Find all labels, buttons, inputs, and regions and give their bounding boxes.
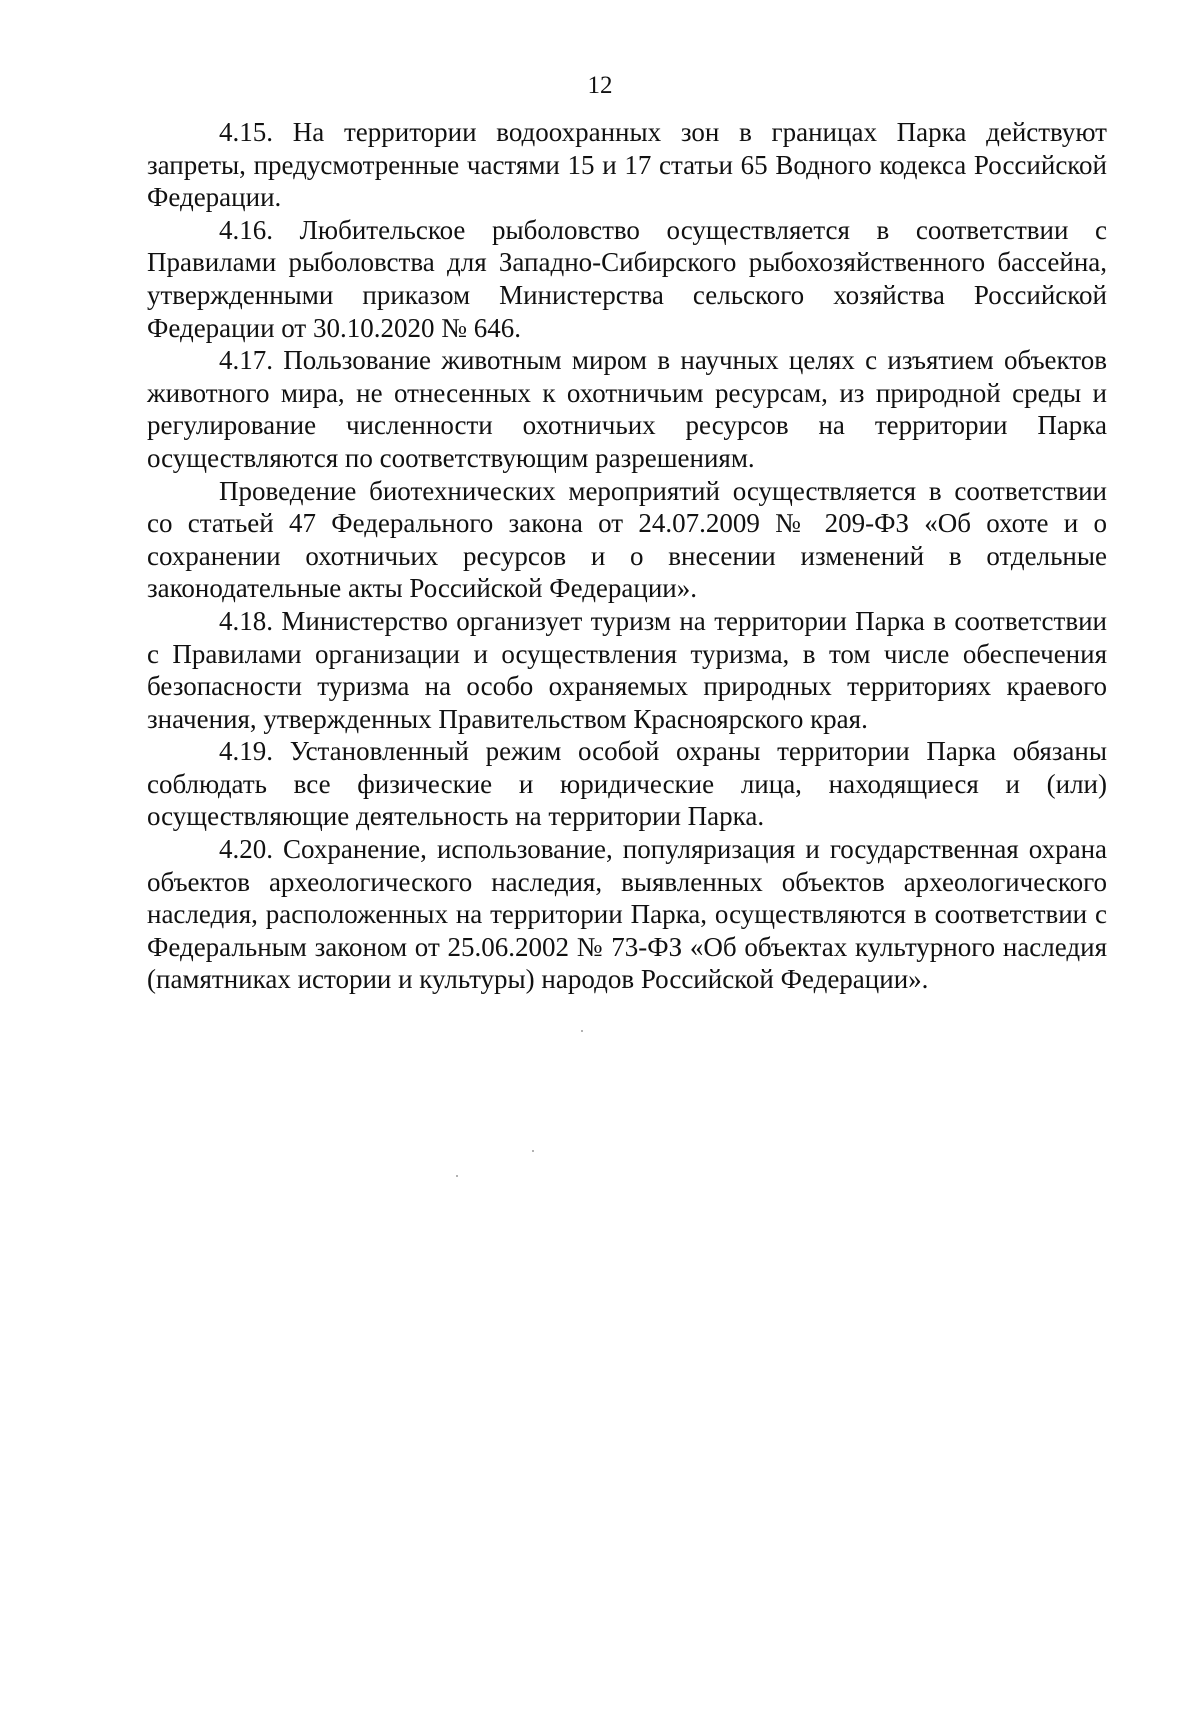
scan-speck: [456, 1175, 458, 1177]
paragraph-4-15: 4.15. На территории водоохранных зон в границах Парка действуют запреты, предусмотренные частями 15 и 17 статьи 65 Водного кодекса Российской Федерации.: [147, 117, 1107, 213]
paragraph-4-16: 4.16. Любительское рыболовство осуществляется в соответствии с Правилами рыболовства для Западно-Сибирского рыбохозяйственного бассейна, утвержденными приказом Министерства сельского хозяйства Российской Федерации от 30.10.2020 № 646.: [147, 214, 1107, 343]
scan-speck: [581, 1030, 583, 1032]
paragraph-biotechnical-measures: Проведение биотехнических мероприятий осуществляется в соответствии со статьей 47 Федерального закона от 24.07.2009 № 209-ФЗ «Об охоте и о сохранении охотничьих ресурсов и о внесении изменений в отдельные законодательные акты Российской Федерации».: [147, 475, 1107, 604]
paragraph-4-19: 4.19. Установленный режим особой охраны территории Парка обязаны соблюдать все физические и юридические лица, находящиеся и (или) осуществляющие деятельность на территории Парка.: [147, 736, 1107, 832]
scan-speck: [532, 1150, 534, 1152]
paragraph-4-18: 4.18. Министерство организует туризм на территории Парка в соответствии с Правилами организации и осуществления туризма, в том числе обеспечения безопасности туризма на особо охраняемых природных территориях краевого значения, утвержденных Правительством Красноярского края.: [147, 605, 1107, 734]
document-body: [147, 116, 1107, 996]
paragraph-4-20: 4.20. Сохранение, использование, популяризация и государственная охрана объектов археологического наследия, выявленных объектов археологического наследия, расположенных на территории Парка, осуществляются в соответствии с Федеральным законом от 25.06.2002 № 73-ФЗ «Об объектах культурного наследия (памятниках истории и культуры) народов Российской Федерации».: [147, 834, 1107, 995]
page-number: 12: [587, 72, 613, 99]
paragraph-4-17: 4.17. Пользование животным миром в научных целях с изъятием объектов животного мира, не отнесенных к охотничьим ресурсам, из природной среды и регулирование численности охотничьих ресурсов на территории Парка осуществляются по соответствующим разрешениям.: [147, 345, 1107, 473]
